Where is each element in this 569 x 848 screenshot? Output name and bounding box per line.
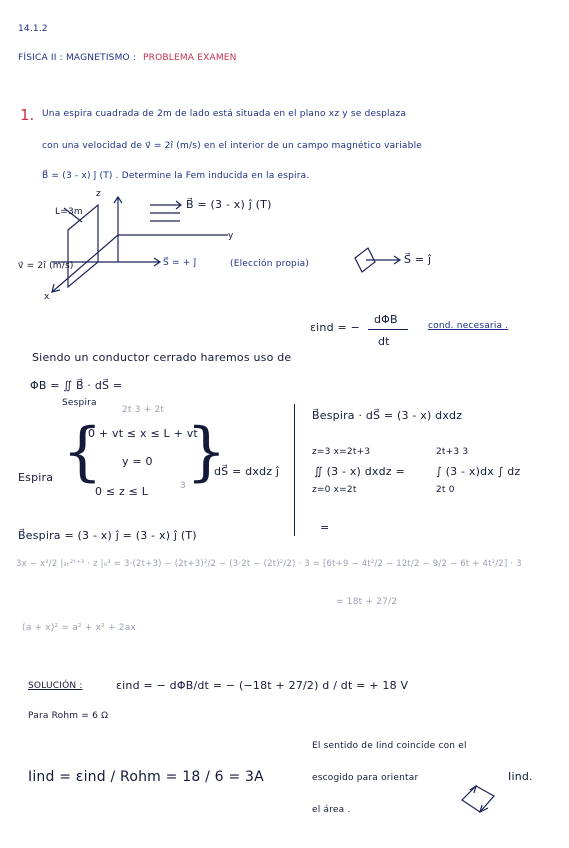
direction-note-2: escogido para orientar	[312, 773, 419, 783]
surface-label: S⃗ = + ĵ	[163, 258, 197, 268]
side-length-label: L=3m	[55, 207, 83, 217]
intro-line: Siendo un conductor cerrado haremos uso de	[32, 351, 292, 364]
problem-line-3: B⃗ = (3 - x) ĵ (T) . Determine la Fem inducida en la espira.	[42, 171, 310, 181]
condition-z-note: 3	[180, 481, 186, 491]
surface-legend: S⃗ = ĵ	[404, 253, 432, 266]
course-title: FÍSICA II : MAGNETISMO :	[18, 53, 137, 63]
emf-denominator: dt	[378, 335, 390, 348]
flux-definition: ΦB = ∬ B⃗ · dS⃗ =	[30, 379, 123, 392]
surface-element: dS⃗ = dxdz ĵ	[214, 465, 280, 478]
right-brace: }	[186, 415, 227, 489]
problem-line-2: con una velocidad de v⃗ = 2î (m/s) en el interior de un campo magnético variable	[42, 141, 423, 151]
x-axis-label: x	[44, 292, 50, 302]
date: 14.1.2	[18, 24, 48, 34]
solution-label: SOLUCIÓN :	[28, 681, 83, 691]
solution-emf: εind = − dΦB/dt = − (−18t + 27/2) d / dt = + 18 V	[116, 679, 409, 692]
condition-x: 0 + vt ≤ x ≤ L + vt	[88, 427, 198, 440]
equals-sign: =	[320, 521, 330, 534]
z-axis-label: z	[96, 189, 101, 199]
flux-subscript: Sespira	[62, 398, 97, 408]
direction-note-1: El sentido de Iind coincide con el	[312, 741, 467, 751]
evaluation-result: = 18t + 27/2	[336, 597, 398, 607]
dot-product: B⃗espira · dS⃗ = (3 - x) dxdz	[312, 409, 463, 422]
y-axis-label: y	[228, 231, 234, 241]
split-integral: ∫ (3 - x)dx ∫ dz	[436, 465, 521, 478]
double-integral: ∬ (3 - x) dxdz =	[314, 465, 405, 478]
b-espira: B⃗espira = (3 - x) ĵ = (3 - x) ĵ (T)	[18, 529, 197, 542]
split-upper-limits: 2t+3 3	[436, 447, 469, 457]
integral-lower-limits: z=0 x=2t	[312, 485, 357, 495]
integral-upper-limits: z=3 x=2t+3	[312, 447, 371, 457]
direction-note-current: Iind.	[508, 770, 533, 783]
condition-y: y = 0	[122, 455, 153, 468]
problem-number: 1.	[20, 106, 35, 124]
condition-z: 0 ≤ z ≤ L	[95, 485, 149, 498]
emf-label: εind = −	[310, 321, 360, 334]
velocity-label: v⃗ = 2î (m/s)	[18, 261, 74, 271]
field-label: B⃗ = (3 - x) ĵ (T)	[186, 198, 272, 211]
necessary-condition-note: cond. necesaria .	[428, 321, 509, 331]
choice-label: (Elección propia)	[230, 259, 310, 269]
square-identity: (a + x)² = a² + x² + 2ax	[22, 623, 136, 633]
espira-label: Espira	[18, 471, 54, 484]
emf-numerator: dΦB	[374, 313, 398, 326]
problem-line-1: Una espira cuadrada de 2m de lado está situada en el plano xz y se desplaza	[42, 109, 407, 119]
direction-note-3: el área .	[312, 805, 351, 815]
problem-tag: PROBLEMA EXAMEN	[143, 53, 237, 63]
evaluation-line: 3x − x²/2 |₂ₜ²ᵗ⁺³ · z |₀³ = 3·(2t+3) − (2t+3)²/2 − (3·2t − (2t)²/2) · 3 = [6t+9 − 4t²/2 − 12t/2 − 9/2 − 6t + 4t²/2] · 3	[16, 559, 522, 569]
limit-annotations: 2t 3 + 2t	[122, 405, 165, 415]
split-lower-limits: 2t 0	[436, 485, 455, 495]
resistance-line: Para Rohm = 6 Ω	[28, 711, 109, 721]
current-equation: Iind = εind / Rohm = 18 / 6 = 3A	[28, 769, 264, 785]
left-brace: {	[62, 415, 103, 489]
